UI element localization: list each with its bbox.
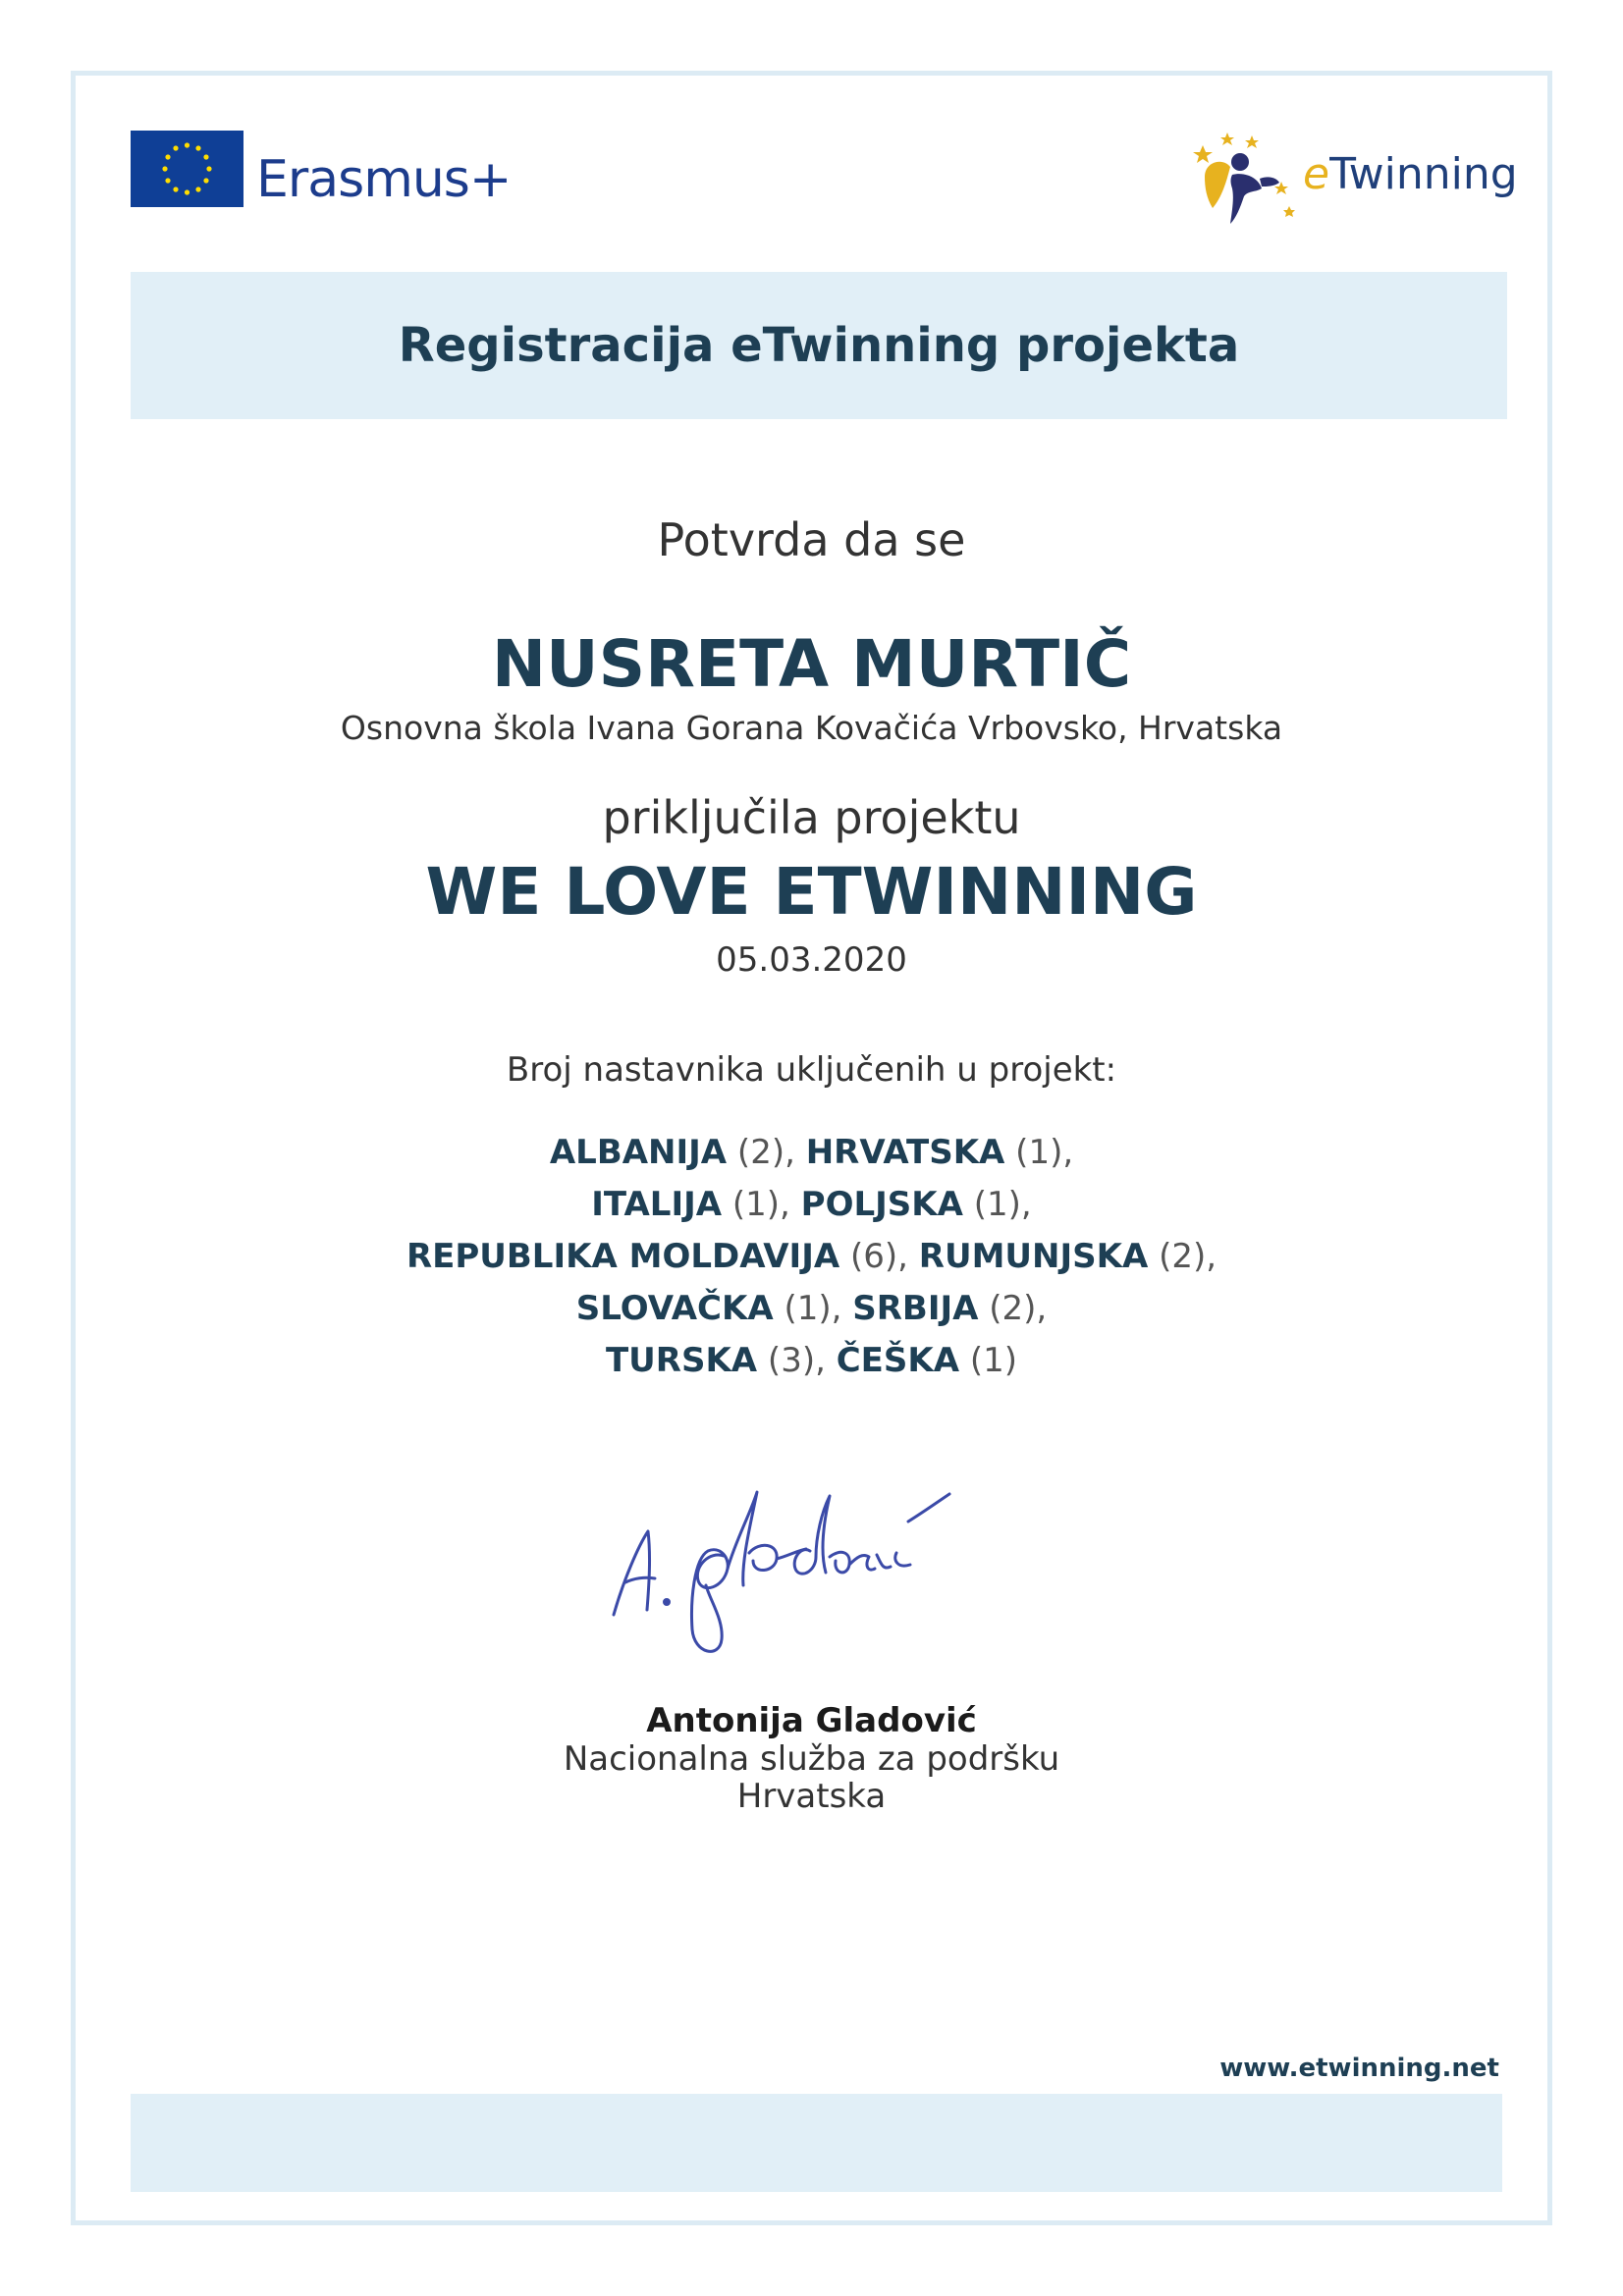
handwritten-signature: [604, 1463, 1036, 1669]
country-count: (2),: [1148, 1237, 1217, 1276]
erasmus-logo-text: Erasmus+: [256, 150, 512, 209]
etwinning-emblem-icon: [1183, 128, 1301, 226]
country-count: (6),: [839, 1237, 919, 1276]
website-link[interactable]: www.etwinning.net: [1219, 2054, 1499, 2083]
school-name: Osnovna škola Ivana Gorana Kovačića Vrbovsko, Hrvatska: [340, 709, 1283, 747]
intro-text: Potvrda da se: [657, 513, 966, 566]
person-name: NUSRETA MURTIČ: [491, 626, 1132, 702]
header-band: [131, 272, 1507, 419]
project-name: WE LOVE ETWINNING: [425, 854, 1198, 930]
signer-country: Hrvatska: [736, 1777, 887, 1816]
country-line: [0, 1231, 1623, 1283]
country-line: [0, 1179, 1623, 1231]
country-line: [0, 1283, 1623, 1335]
eu-flag-icon: [131, 131, 243, 207]
country-count: (2),: [727, 1133, 806, 1172]
joined-text: priključila projektu: [602, 791, 1021, 844]
country-name: HRVATSKA: [805, 1133, 1005, 1172]
country-name: SRBIJA: [852, 1289, 979, 1328]
country-name: SLOVAČKA: [575, 1289, 774, 1328]
country-count: (1),: [722, 1185, 801, 1224]
country-count: (1),: [773, 1289, 853, 1328]
country-name: TURSKA: [605, 1341, 758, 1380]
registration-date: 05.03.2020: [716, 940, 907, 980]
erasmus-plus-logo: [131, 131, 514, 209]
country-count: (3),: [757, 1341, 837, 1380]
country-name: ITALIJA: [591, 1185, 723, 1224]
country-line: [0, 1335, 1623, 1387]
country-count: (1),: [962, 1185, 1032, 1224]
country-name: REPUBLIKA MOLDAVIJA: [406, 1237, 840, 1276]
etwinning-logo-text: eTwinning: [1303, 149, 1518, 199]
country-line: [0, 1127, 1623, 1179]
country-count: (1): [959, 1341, 1018, 1380]
signer-organization: Nacionalna služba za podršku: [563, 1739, 1060, 1779]
country-name: RUMUNJSKA: [918, 1237, 1149, 1276]
country-name: ČEŠKA: [836, 1341, 960, 1380]
country-name: POLJSKA: [800, 1185, 963, 1224]
signer-name: Antonija Gladović: [646, 1701, 977, 1740]
footer-band: [131, 2094, 1502, 2192]
country-count: (2),: [978, 1289, 1048, 1328]
country-count: (1),: [1004, 1133, 1074, 1172]
page-title: Registracija eTwinning projekta: [398, 318, 1240, 373]
country-name: ALBANIJA: [549, 1133, 728, 1172]
country-list: [0, 1127, 1623, 1387]
teachers-count-label: Broj nastavnika uključenih u projekt:: [506, 1050, 1117, 1090]
etwinning-logo: [1183, 128, 1518, 226]
